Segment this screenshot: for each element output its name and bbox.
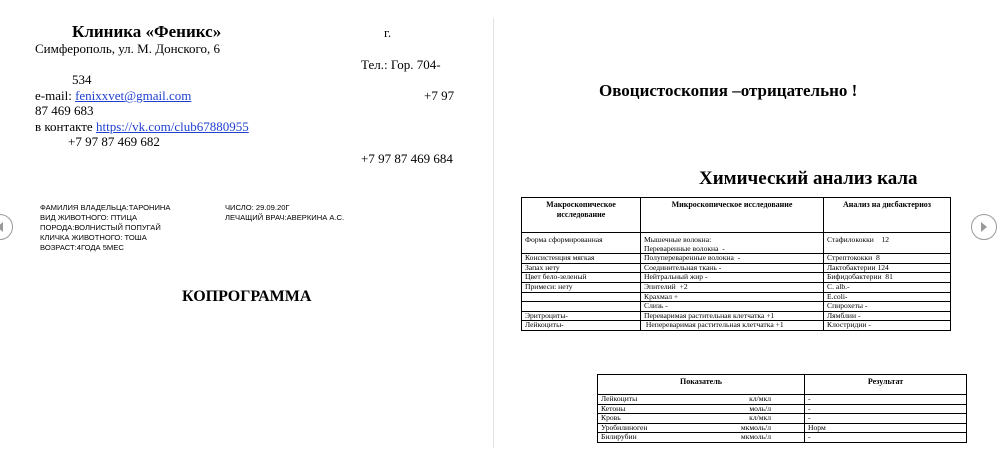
indicator-unit: мкмоль/л	[740, 432, 771, 442]
table-cell: Лейкоциты-	[522, 321, 641, 331]
chem-analysis-title: Химический анализ кала	[699, 168, 918, 189]
indicator-name: Уробилиноген	[601, 422, 648, 432]
table-cell: C. alb.-	[824, 282, 951, 292]
clinic-email-line	[35, 88, 191, 104]
urine-indicators-table	[597, 374, 967, 443]
clinic-address: Симферополь, ул. М. Донского, 6	[35, 41, 220, 56]
nickname-line: КЛИЧКА ЖИВОТНОГО: ТОША	[40, 233, 147, 242]
table-cell: Лямблии -	[824, 311, 951, 321]
indicator-name: Кетоны	[601, 403, 626, 413]
table-cell: Консистенция мягкая	[522, 254, 641, 264]
indicator-header: Показатель	[598, 375, 805, 395]
clinic-city-label: г.	[384, 25, 392, 40]
chevron-left-icon	[0, 221, 5, 233]
table-row	[598, 395, 967, 405]
indicator-cell	[598, 433, 805, 443]
vk-label: в контакте	[35, 119, 96, 134]
indicators-table-header	[598, 375, 967, 395]
indicator-unit: кл/мкл	[749, 394, 771, 403]
result-cell: -	[805, 433, 967, 443]
page-divider	[493, 18, 494, 448]
table-row	[522, 273, 951, 283]
chevron-right-icon	[979, 221, 989, 233]
table-cell	[522, 292, 641, 302]
table-row	[598, 404, 967, 414]
table-row	[522, 233, 951, 254]
clinic-mobile3: +7 97 87 469 684	[361, 151, 453, 166]
table-cell: E.coli-	[824, 292, 951, 302]
coprogram-table	[521, 197, 951, 331]
vk-link[interactable]: https://vk.com/club67880955	[95, 119, 249, 134]
table-cell: Нейтральный жир -	[641, 273, 824, 283]
result-cell: -	[805, 404, 967, 414]
coprogram-title: КОПРОГРАММА	[182, 288, 312, 305]
ovocystoscopy-result: Овоцистоскопия –отрицательно !	[599, 81, 858, 100]
micro-header: Микроскопическое исследование	[641, 198, 824, 233]
clinic-vk-line	[35, 119, 249, 135]
table-row	[598, 423, 967, 433]
clinic-mobile1-cont: 87 469 683	[35, 103, 94, 118]
indicator-unit: кл/мкл	[749, 413, 771, 423]
result-header: Результат	[805, 375, 967, 395]
indicator-cell	[598, 404, 805, 414]
table-row	[522, 282, 951, 292]
table-cell: Слизь -	[641, 302, 824, 312]
table-row	[598, 433, 967, 443]
clinic-name: Клиника «Феникс»	[72, 22, 222, 41]
table-row	[522, 321, 951, 331]
table-cell: Бифидобактерии 81	[824, 273, 951, 283]
email-label: e-mail:	[35, 88, 76, 103]
table-cell	[522, 302, 641, 312]
email-link[interactable]: fenixxvet@gmail.com	[75, 88, 192, 103]
table-cell: Мышечные волокна: Переваренные волокна -	[641, 233, 824, 254]
table-cell: Крахмал +	[641, 292, 824, 302]
table-cell: Эпителий +2	[641, 282, 824, 292]
coprogram-table-header	[522, 198, 951, 233]
indicator-unit: мкмоль/л	[740, 422, 771, 432]
table-cell: Переваримая растительная клетчатка +1	[641, 311, 824, 321]
table-cell: Стрептококки 8	[824, 254, 951, 264]
clinic-mobile1-part: +7 97	[424, 88, 455, 103]
clinic-phone-cont: 534	[72, 72, 92, 87]
table-cell: Клостридии -	[824, 321, 951, 331]
date-line: ЧИСЛО: 29.09.20Г	[225, 203, 290, 212]
clinic-phone-label: Тел.: Гор. 704-	[361, 57, 441, 72]
indicator-name: Лейкоциты	[601, 394, 638, 403]
table-row	[598, 414, 967, 424]
result-cell: -	[805, 395, 967, 405]
table-cell: Стафилококки 12	[824, 233, 951, 254]
table-cell: Эритроциты-	[522, 311, 641, 321]
age-line: ВОЗРАСТ:4ГОДА 5МЕС	[40, 243, 124, 252]
animal-line: ВИД ЖИВОТНОГО: ПТИЦА	[40, 213, 138, 222]
visit-info	[225, 203, 344, 223]
table-cell: Спирохеты -	[824, 302, 951, 312]
indicator-name: Кровь	[601, 413, 621, 423]
table-cell: Лактобактерии 124	[824, 263, 951, 273]
table-cell: Форма сформированная	[522, 233, 641, 254]
patient-info	[40, 203, 170, 253]
next-page-button[interactable]	[971, 214, 997, 240]
table-cell: Непереваримая растительная клетчатка +1	[641, 321, 824, 331]
result-cell: Норм	[805, 423, 967, 433]
dysbacteriosis-header: Анализ на дисбактериоз	[824, 198, 951, 233]
indicator-unit: моль/л	[749, 403, 771, 413]
table-row	[522, 254, 951, 264]
doctor-line: ЛЕЧАЩИЙ ВРАЧ:АВЕРКИНА А.С.	[225, 213, 345, 222]
breed-line: ПОРОДА:ВОЛНИСТЫЙ ПОПУГАЙ	[40, 223, 161, 232]
macro-header: Макроскопическое исследование	[522, 198, 641, 233]
clinic-mobile2: +7 97 87 469 682	[68, 134, 160, 149]
table-row	[522, 302, 951, 312]
table-cell: Запах нету	[522, 263, 641, 273]
table-cell: Примеси: нету	[522, 282, 641, 292]
prev-page-button[interactable]	[0, 214, 13, 240]
table-cell: Цвет бело-зеленый	[522, 273, 641, 283]
indicator-cell	[598, 395, 805, 405]
table-row	[522, 292, 951, 302]
table-cell: Полупереваренные волокна -	[641, 254, 824, 264]
owner-line: ФАМИЛИЯ ВЛАДЕЛЬЦА:ТАРОНИНА	[40, 203, 171, 212]
table-cell: Соединительная ткань -	[641, 263, 824, 273]
result-cell: -	[805, 414, 967, 424]
indicator-name: Билирубин	[601, 432, 637, 442]
